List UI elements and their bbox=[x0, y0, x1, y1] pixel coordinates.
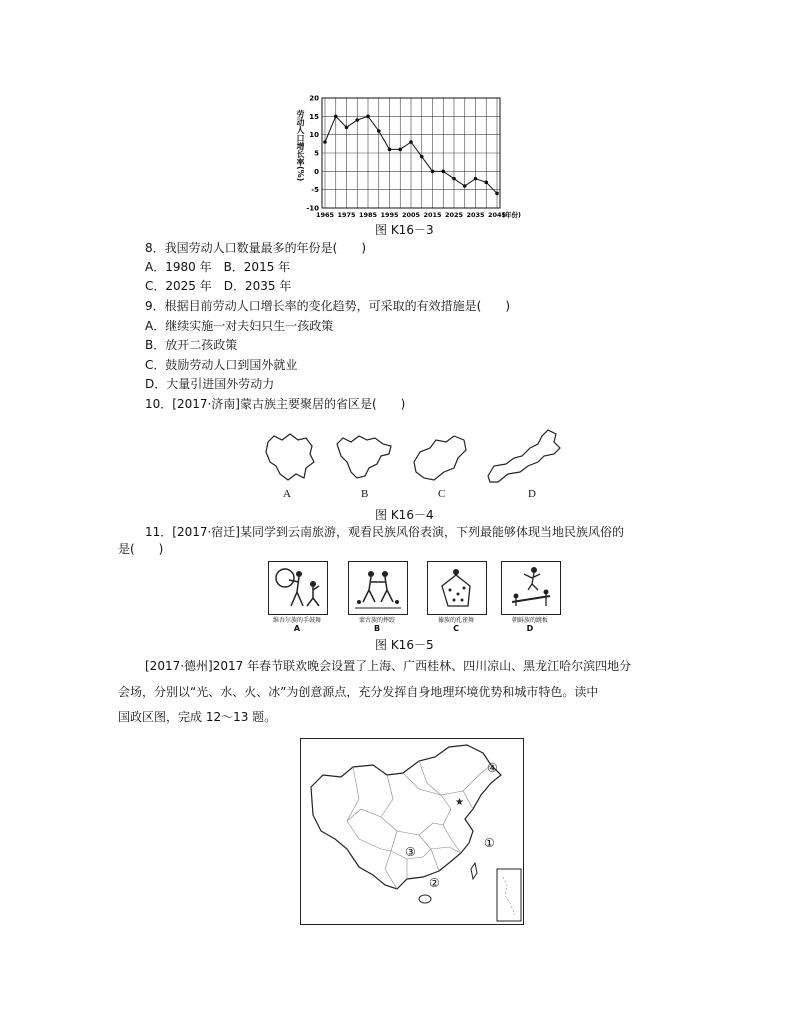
illustration-b bbox=[348, 561, 408, 615]
province-outline-a bbox=[260, 432, 320, 484]
y-tick-label: 0 bbox=[314, 167, 319, 176]
question-11-stem-line2: 是( ) bbox=[118, 542, 164, 556]
illustration-a bbox=[268, 561, 328, 615]
data-point bbox=[345, 126, 349, 130]
illustration-letter-a: A bbox=[293, 624, 301, 633]
question-9-option-b: B．放开二孩政策 bbox=[145, 338, 238, 352]
figure-caption-k16-5: 图 K16－5 bbox=[375, 638, 434, 652]
question-9-option-c: C．鼓励劳动人口到国外就业 bbox=[145, 358, 298, 372]
illustration-caption-d: 朝鲜族的跳板 bbox=[511, 617, 548, 624]
data-point bbox=[323, 140, 327, 144]
map-marker-2: ② bbox=[429, 876, 440, 890]
data-point bbox=[398, 148, 402, 152]
x-tick-label: 1985 bbox=[358, 211, 378, 219]
map-marker-1: ① bbox=[484, 836, 495, 850]
province-label-c: C bbox=[438, 488, 446, 500]
svg-text:★: ★ bbox=[455, 797, 464, 808]
question-10-stem: 10．[2017·济南]蒙古族主要聚居的省区是( ) bbox=[145, 397, 406, 411]
y-tick-label: 10 bbox=[309, 131, 319, 140]
china-map bbox=[300, 738, 524, 925]
illustration-d bbox=[501, 561, 561, 615]
province-outline-d bbox=[484, 426, 566, 486]
illustration-caption-a: 维吾尔族的手鼓舞 bbox=[272, 617, 321, 624]
data-point bbox=[420, 155, 424, 159]
figure-caption-k16-4: 图 K16－4 bbox=[375, 508, 434, 522]
y-tick-label: 15 bbox=[309, 112, 319, 121]
x-tick-label: 2045 bbox=[487, 211, 507, 219]
data-point bbox=[484, 181, 488, 185]
x-axis-label: (年份) bbox=[502, 211, 521, 219]
data-point bbox=[409, 140, 413, 144]
x-tick-label: 2005 bbox=[401, 211, 421, 219]
province-outline-c bbox=[408, 432, 474, 486]
question-9-stem: 9．根据目前劳动人口增长率的变化趋势，可采取的有效措施是( ) bbox=[145, 299, 511, 313]
x-tick-label: 1975 bbox=[337, 211, 356, 219]
illustration-caption-b: 蒙古族的摔跤 bbox=[358, 617, 395, 624]
x-tick-label: 2025 bbox=[444, 211, 464, 219]
data-point bbox=[452, 177, 456, 181]
chart-y-axis-label: 劳动人口增长率(%) bbox=[296, 110, 305, 182]
question-8-options-ab: A．1980 年 B．2015 年 bbox=[145, 260, 291, 274]
question-11-stem-line1: 11．[2017·宿迁]某同学到云南旅游，观看民族风俗表演，下列最能够体现当地民族风俗的 bbox=[145, 525, 624, 539]
province-outline-b bbox=[333, 432, 397, 484]
question-8-options-cd: C．2025 年 D．2035 年 bbox=[145, 279, 292, 293]
x-tick-label: 2035 bbox=[466, 211, 485, 219]
illustration-letter-c: C bbox=[453, 624, 459, 633]
x-tick-label: 1995 bbox=[380, 211, 399, 219]
province-label-d: D bbox=[528, 488, 536, 500]
x-tick-label: 1965 bbox=[315, 211, 335, 219]
data-point bbox=[377, 129, 381, 133]
y-tick-label: -5 bbox=[311, 186, 319, 195]
y-tick-label: 5 bbox=[314, 149, 319, 158]
illustration-caption-c: 傣族的孔雀舞 bbox=[437, 617, 474, 624]
data-point bbox=[463, 184, 467, 188]
data-point bbox=[474, 177, 478, 181]
data-point bbox=[495, 192, 499, 196]
passage-line-3: 国政区图，完成 12～13 题。 bbox=[118, 710, 277, 724]
figure-caption-k16-3: 图 K16－3 bbox=[375, 223, 434, 237]
labor-growth-chart bbox=[300, 92, 530, 222]
y-tick-label: -10 bbox=[306, 204, 319, 213]
province-label-a: A bbox=[283, 488, 291, 500]
question-9-option-a: A．继续实施一对夫妇只生一孩政策 bbox=[145, 319, 334, 333]
question-9-option-d: D．大量引进国外劳动力 bbox=[145, 377, 275, 391]
data-point bbox=[431, 170, 435, 174]
data-point bbox=[441, 170, 445, 174]
question-8-stem: 8．我国劳动人口数量最多的年份是( ) bbox=[145, 241, 366, 255]
y-tick-label: 20 bbox=[309, 94, 319, 103]
map-marker-4: ④ bbox=[487, 761, 498, 775]
data-point bbox=[388, 148, 392, 152]
illustration-c bbox=[427, 561, 487, 615]
passage-line-2: 会场，分别以“光、水、火、冰”为创意源点，充分发挥自身地理环境优势和城市特色。读中 bbox=[118, 685, 599, 699]
illustration-letter-d: D bbox=[526, 624, 534, 633]
x-tick-label: 2015 bbox=[423, 211, 442, 219]
province-label-b: B bbox=[361, 488, 369, 500]
map-marker-3: ③ bbox=[405, 845, 416, 859]
data-point bbox=[334, 115, 338, 119]
passage-line-1: [2017·德州]2017 年春节联欢晚会设置了上海、广西桂林、四川凉山、黑龙江哈尔滨四地分 bbox=[145, 659, 632, 673]
illustration-letter-b: B bbox=[373, 624, 381, 633]
data-point bbox=[355, 118, 359, 122]
data-point bbox=[366, 115, 370, 119]
